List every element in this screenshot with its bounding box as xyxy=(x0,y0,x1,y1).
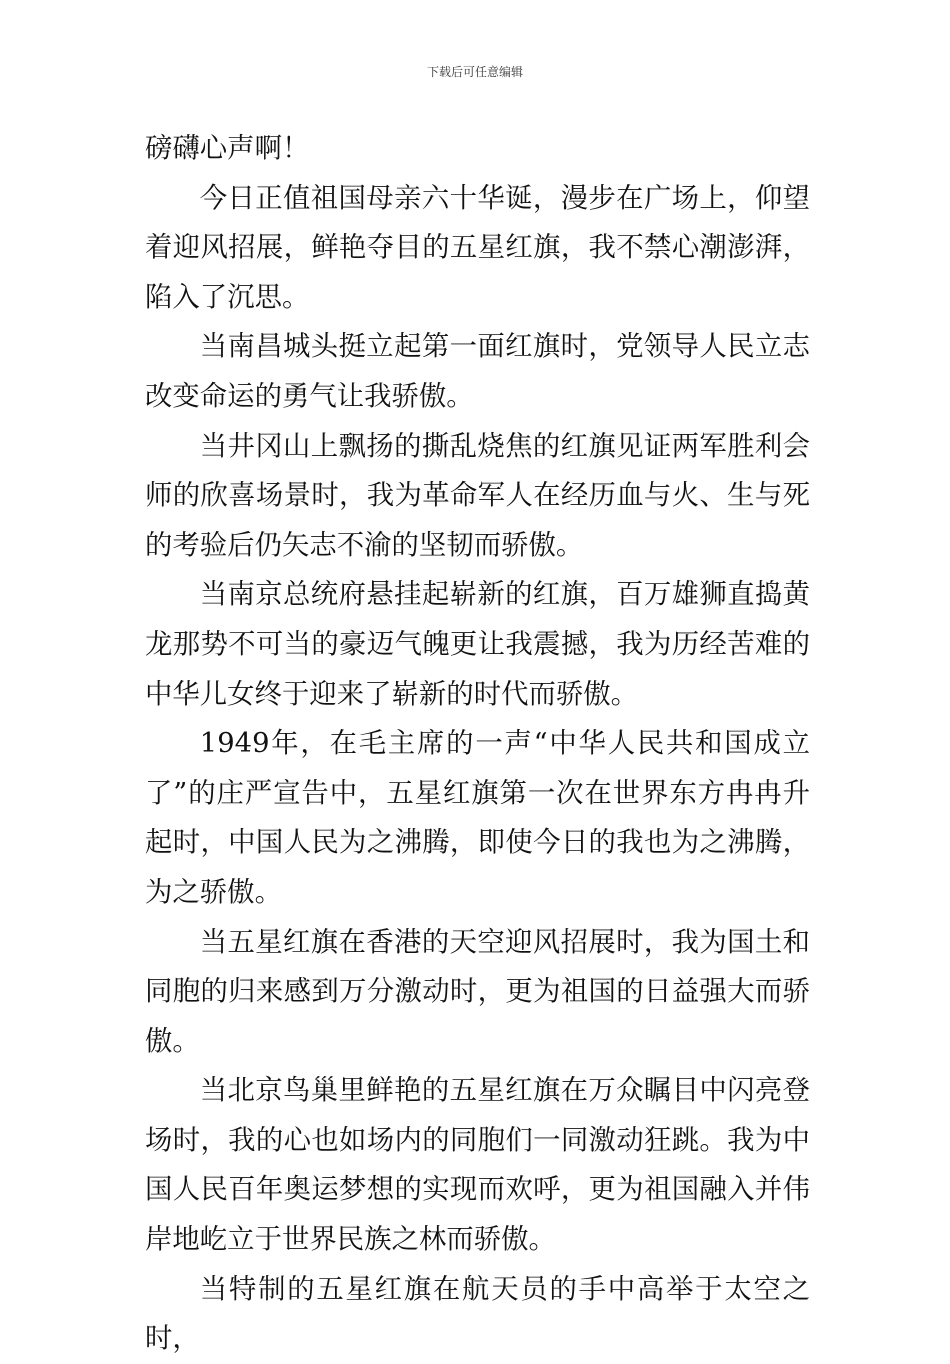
paragraph: 当特制的五星红旗在航天员的手中高举于太空之时， xyxy=(145,1273,810,1355)
paragraph: 当北京鸟巢里鲜艳的五星红旗在万众瞩目中闪亮登场时，我的心也如场内的同胞们一同激动狂跳。我为中国人民百年奥运梦想的实现而欢呼，更为祖国融入并伟岸地屹立于世界民族之林而骄傲。 xyxy=(145,1075,810,1256)
document-body xyxy=(145,124,810,1364)
paragraph: 今日正值祖国母亲六十华诞，漫步在广场上，仰望着迎风招展，鲜艳夺目的五星红旗，我不禁心潮澎湃，陷入了沉思。 xyxy=(145,182,810,313)
paragraph: 1949年，在毛主席的一声“中华人民共和国成立了”的庄严宣告中，五星红旗第一次在世界东方冉冉升起时，中国人民为之沸腾，即使今日的我也为之沸腾，为之骄傲。 xyxy=(145,728,810,908)
paragraph: 当南昌城头挺立起第一面红旗时，党领导人民立志改变命运的勇气让我骄傲。 xyxy=(145,331,810,412)
paragraph-continuation: 磅礴心声啊！ xyxy=(145,133,310,164)
page-header: 下载后可任意编辑 xyxy=(426,65,523,79)
paragraph: 当五星红旗在香港的天空迎风招展时，我为国土和同胞的归来感到万分激动时，更为祖国的日益强大而骄傲。 xyxy=(145,926,810,1057)
paragraph: 当井冈山上飘扬的撕乱烧焦的红旗见证两军胜利会师的欣喜场景时，我为革命军人在经历血与火、生与死的考验后仍矢志不渝的坚韧而骄傲。 xyxy=(145,430,810,561)
paragraph: 当南京总统府悬挂起崭新的红旗，百万雄狮直捣黄龙那势不可当的豪迈气魄更让我震撼，我为历经苦难的中华儿女终于迎来了崭新的时代而骄傲。 xyxy=(145,579,810,710)
